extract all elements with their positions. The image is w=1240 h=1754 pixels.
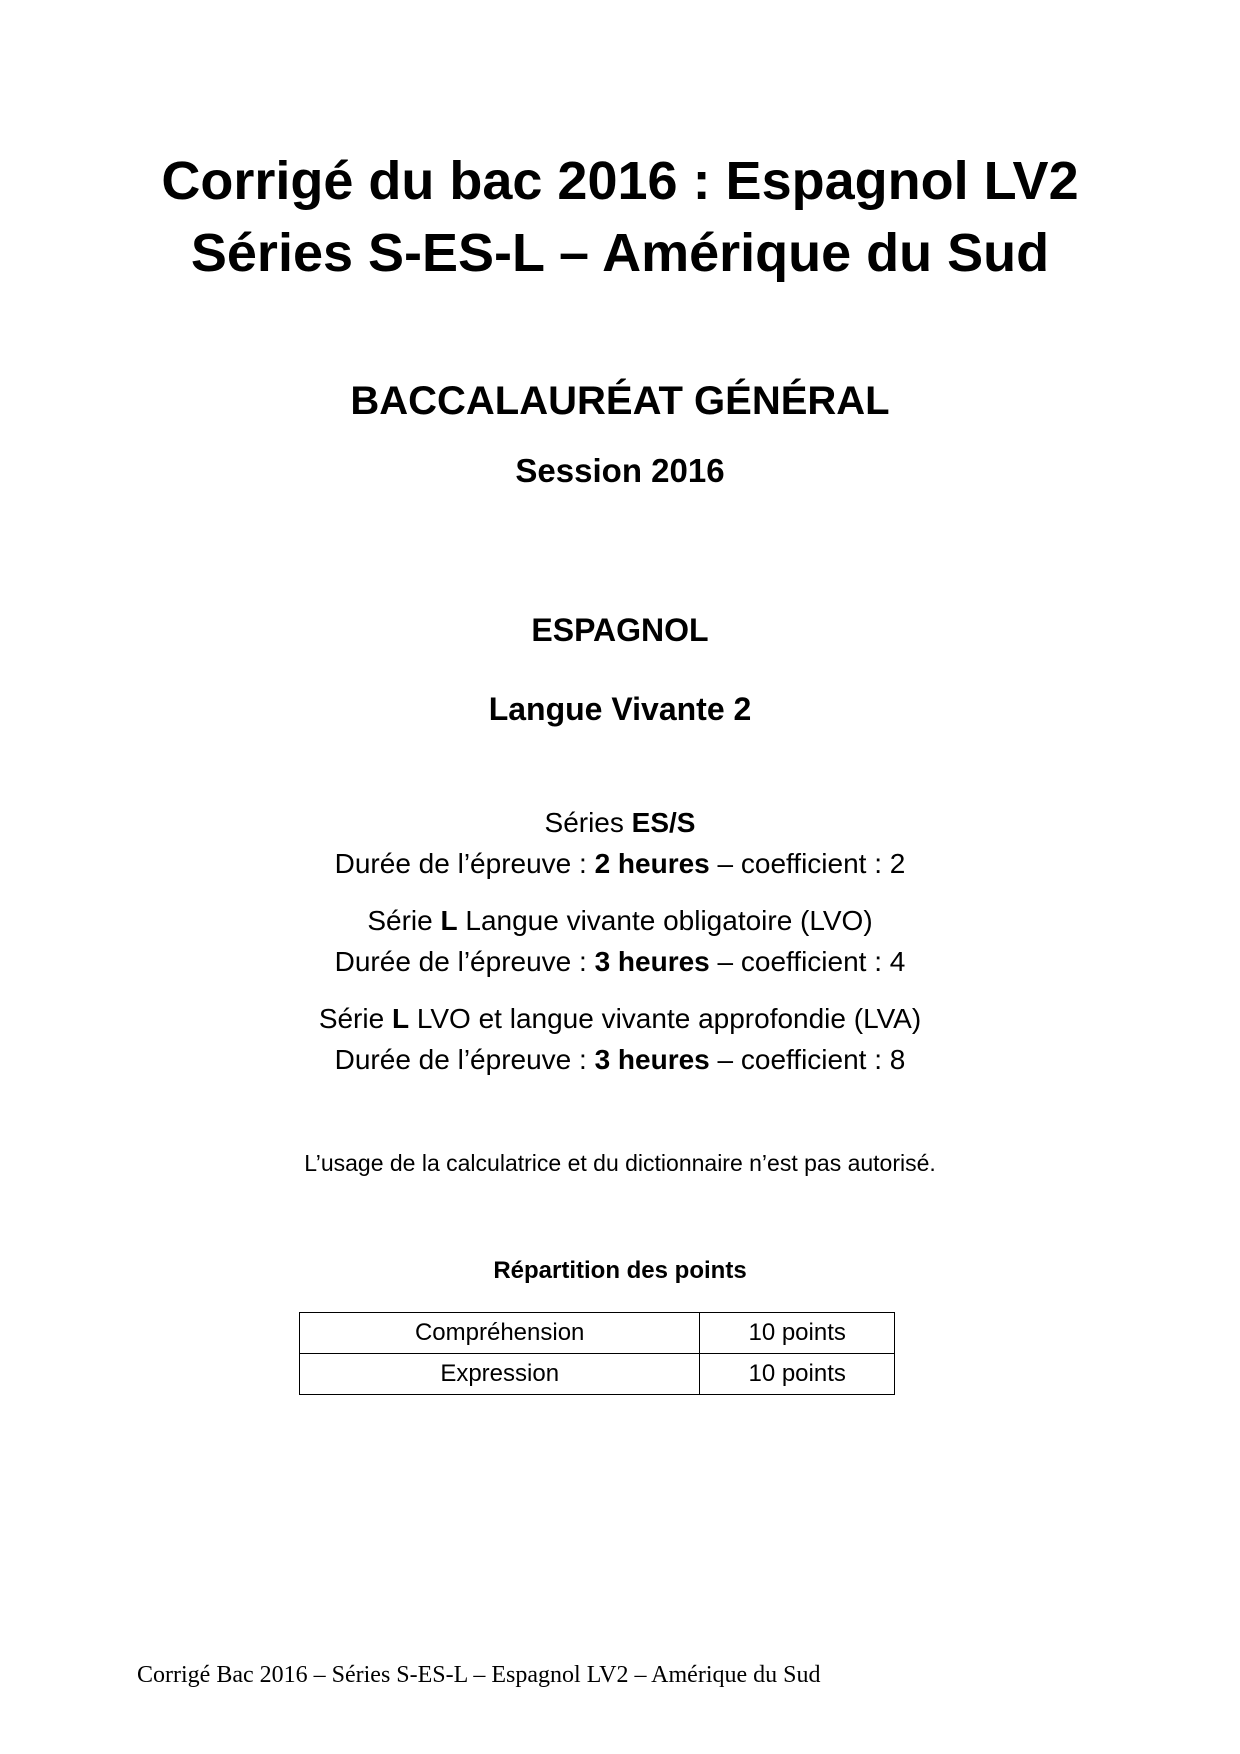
points-label-cell: Compréhension — [300, 1313, 700, 1354]
points-label-cell: Expression — [300, 1354, 700, 1395]
series-block-l-lvo — [0, 900, 1240, 982]
points-table-title: Répartition des points — [493, 1257, 747, 1284]
title-line-1: Corrigé du bac 2016 : Espagnol LV2 — [161, 151, 1079, 211]
series-block-l-lva — [0, 998, 1240, 1080]
duration-line: Durée de l’épreuve : 3 heures – coefficient : 8 — [334, 1044, 906, 1075]
series-block-es-s — [0, 802, 1240, 884]
series-line: Séries ES/S — [544, 807, 696, 838]
duration-line: Durée de l’épreuve : 3 heures – coefficient : 4 — [334, 946, 906, 977]
series-line: Série L Langue vivante obligatoire (LVO) — [367, 905, 873, 936]
points-value-cell: 10 points — [700, 1313, 895, 1354]
table-row — [300, 1354, 895, 1395]
page-footer: Corrigé Bac 2016 – Séries S-ES-L – Espagnol LV2 – Amérique du Sud — [137, 1662, 821, 1688]
points-table — [299, 1312, 895, 1395]
duration-line: Durée de l’épreuve : 2 heures – coefficient : 2 — [334, 848, 906, 879]
title-line-2: Séries S-ES-L – Amérique du Sud — [190, 223, 1050, 283]
points-value-cell: 10 points — [700, 1354, 895, 1395]
series-line: Série L LVO et langue vivante approfondie (LVA) — [318, 1003, 922, 1034]
document-title — [0, 145, 1240, 289]
exam-session: Session 2016 — [515, 452, 725, 489]
exam-subject: ESPAGNOL — [531, 612, 709, 648]
calculator-dictionary-note: L’usage de la calculatrice et du dictionnaire n’est pas autorisé. — [304, 1150, 936, 1176]
table-row — [300, 1313, 895, 1354]
exam-language-level: Langue Vivante 2 — [488, 691, 752, 727]
exam-heading: BACCALAURÉAT GÉNÉRAL — [350, 379, 890, 423]
